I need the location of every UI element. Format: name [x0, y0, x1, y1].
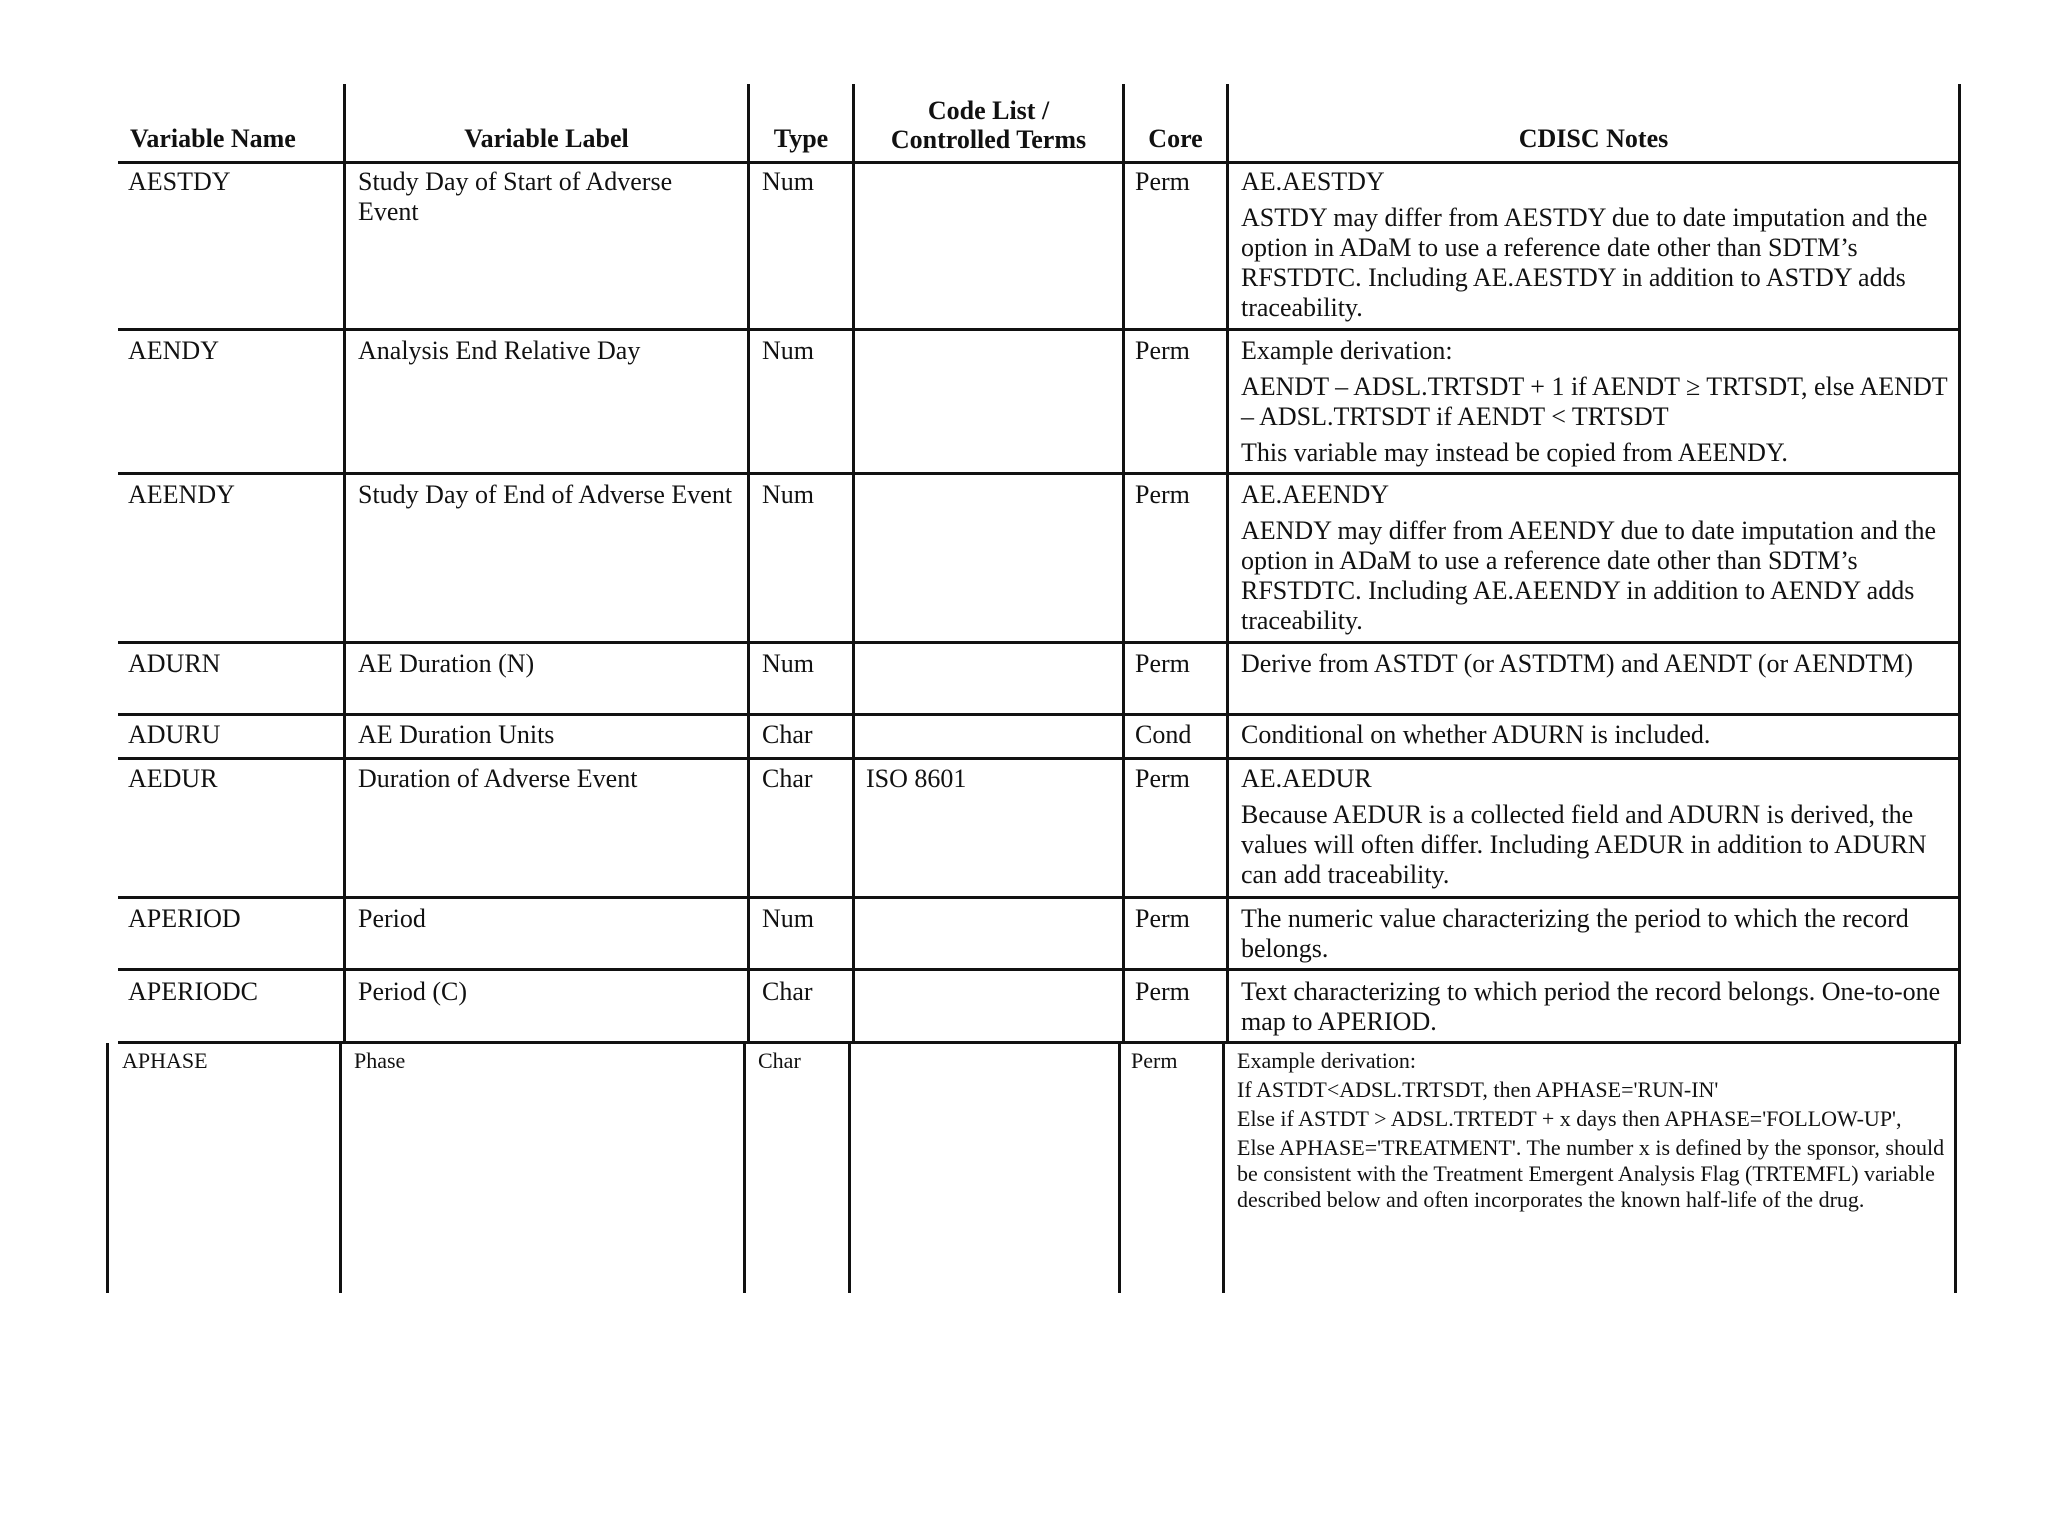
cell-variable-name: ADURN [128, 649, 221, 678]
note-line: Text characterizing to which period the record belongs. One-to-one map to APERIOD. [1241, 977, 1941, 1036]
row-rule [118, 161, 1960, 164]
note-line: AE.AESTDY [1241, 167, 1385, 196]
cell-variable-label: Phase [354, 1048, 406, 1073]
cell-core: Perm [1135, 167, 1190, 196]
cell-cdisc-notes [1241, 720, 1953, 750]
note-line: Example derivation: [1241, 336, 1453, 365]
cell-type: Char [762, 977, 813, 1006]
column-rule [1122, 84, 1125, 1044]
cell-cdisc-notes [1241, 649, 1953, 679]
cell-core: Perm [1135, 480, 1190, 509]
cell-variable-name: ADURU [128, 720, 221, 749]
column-rule [343, 84, 346, 1044]
cell-type: Num [762, 904, 814, 933]
cell-core: Perm [1135, 336, 1190, 365]
column-rule [339, 1043, 342, 1293]
cell-cdisc-notes [1241, 764, 1953, 890]
cell-variable-label: Period (C) [358, 977, 468, 1006]
note-line: AE.AEENDY [1241, 480, 1390, 509]
note-line: This variable may instead be copied from AEENDY. [1241, 438, 1788, 467]
column-rule [1958, 84, 1961, 1044]
cell-variable-name: AENDY [128, 336, 219, 365]
cell-core: Perm [1135, 904, 1190, 933]
header-variable-label: Variable Label [464, 124, 629, 153]
column-rule [747, 84, 750, 1044]
column-rule [106, 1043, 109, 1293]
cell-type: Num [762, 167, 814, 196]
header-code-list [855, 96, 1122, 154]
cell-core: Cond [1135, 720, 1192, 749]
cell-variable-name: AEDUR [128, 764, 218, 793]
note-line: Example derivation: [1237, 1048, 1416, 1073]
cell-core: Perm [1135, 764, 1190, 793]
cell-variable-name: APERIOD [128, 904, 241, 933]
note-line: AE.AEDUR [1241, 764, 1372, 793]
cell-variable-name: AEENDY [128, 480, 235, 509]
note-line: AENDY may differ from AEENDY due to date imputation and the option in ADaM to use a reference date other than SDTM’s RFSTDTC. Including AE.AEENDY in addition to AENDY adds traceability. [1241, 516, 1937, 635]
cell-cdisc-notes [1237, 1048, 1949, 1213]
cell-variable-label: Period [358, 904, 426, 933]
cell-cdisc-notes [1241, 904, 1953, 964]
cell-type: Num [762, 649, 814, 678]
cell-variable-label: Study Day of Start of Adverse Event [358, 167, 673, 226]
cell-type: Char [762, 720, 813, 749]
cell-cdisc-notes [1241, 167, 1953, 323]
header-type: Type [773, 124, 829, 153]
cell-cdisc-notes [1241, 977, 1953, 1037]
cell-variable-label: Analysis End Relative Day [358, 336, 641, 365]
cell-variable-label: Duration of Adverse Event [358, 764, 638, 793]
row-rule [118, 328, 1960, 331]
cell-variable-label: AE Duration Units [358, 720, 555, 749]
row-rule [118, 757, 1960, 760]
cell-core: Perm [1131, 1048, 1178, 1073]
row-rule [118, 641, 1960, 644]
row-rule [118, 968, 1960, 971]
cell-type: Char [762, 764, 813, 793]
column-rule [1118, 1043, 1121, 1293]
note-line: The numeric value characterizing the period to which the record belongs. [1241, 904, 1909, 963]
header-cdisc-notes: CDISC Notes [1518, 124, 1669, 153]
cell-type: Num [762, 336, 814, 365]
cell-core: Perm [1135, 977, 1190, 1006]
row-rule [118, 896, 1960, 899]
row-rule [118, 472, 1960, 475]
cell-variable-label: AE Duration (N) [358, 649, 535, 678]
cell-variable-label: Study Day of End of Adverse Event [358, 480, 733, 509]
note-line: Derive from ASTDT (or ASTDTM) and AENDT (or AENDTM) [1241, 649, 1914, 678]
cell-cdisc-notes [1241, 336, 1953, 468]
note-line: AENDT – ADSL.TRTSDT + 1 if AENDT ≥ TRTSDT, else AENDT – ADSL.TRTSDT if AENDT < TRTSDT [1241, 372, 1948, 431]
column-rule [852, 84, 855, 1044]
column-rule [1954, 1043, 1957, 1293]
cell-type: Char [758, 1048, 801, 1073]
header-variable-name: Variable Name [130, 124, 296, 153]
note-line: Else APHASE='TREATMENT'. The number x is defined by the sponsor, should be consistent with the Treatment Emergent Analysis Flag (TRTEMFL) variable described below and often incorporates the known half-life of the drug. [1237, 1135, 1945, 1212]
cell-core: Perm [1135, 649, 1190, 678]
cell-codelist: ISO 8601 [866, 764, 967, 793]
column-rule [1226, 84, 1229, 1044]
row-rule [118, 713, 1960, 716]
cell-variable-name: APERIODC [128, 977, 259, 1006]
cell-type: Num [762, 480, 814, 509]
cell-variable-name: AESTDY [128, 167, 231, 196]
column-rule [848, 1043, 851, 1293]
cell-cdisc-notes [1241, 480, 1953, 636]
header-code-list-line1: Code List / [927, 96, 1050, 125]
header-core: Core [1148, 124, 1203, 153]
note-line: Conditional on whether ADURN is included. [1241, 720, 1711, 749]
column-rule [1222, 1043, 1225, 1293]
note-line: Because AEDUR is a collected field and ADURN is derived, the values will often differ. Including AEDUR in addition to ADURN can add traceability. [1241, 800, 1927, 889]
note-line: If ASTDT<ADSL.TRTSDT, then APHASE='RUN-IN' [1237, 1077, 1719, 1102]
note-line: ASTDY may differ from AESTDY due to date imputation and the option in ADaM to use a reference date other than SDTM’s RFSTDTC. Including AE.AESTDY in addition to ASTDY adds traceability. [1241, 203, 1928, 322]
row-rule [118, 1041, 1960, 1044]
cell-variable-name: APHASE [122, 1048, 208, 1073]
note-line: Else if ASTDT > ADSL.TRTEDT + x days then APHASE='FOLLOW-UP', [1237, 1106, 1902, 1131]
header-code-list-line2: Controlled Terms [890, 125, 1087, 154]
column-rule [743, 1043, 746, 1293]
